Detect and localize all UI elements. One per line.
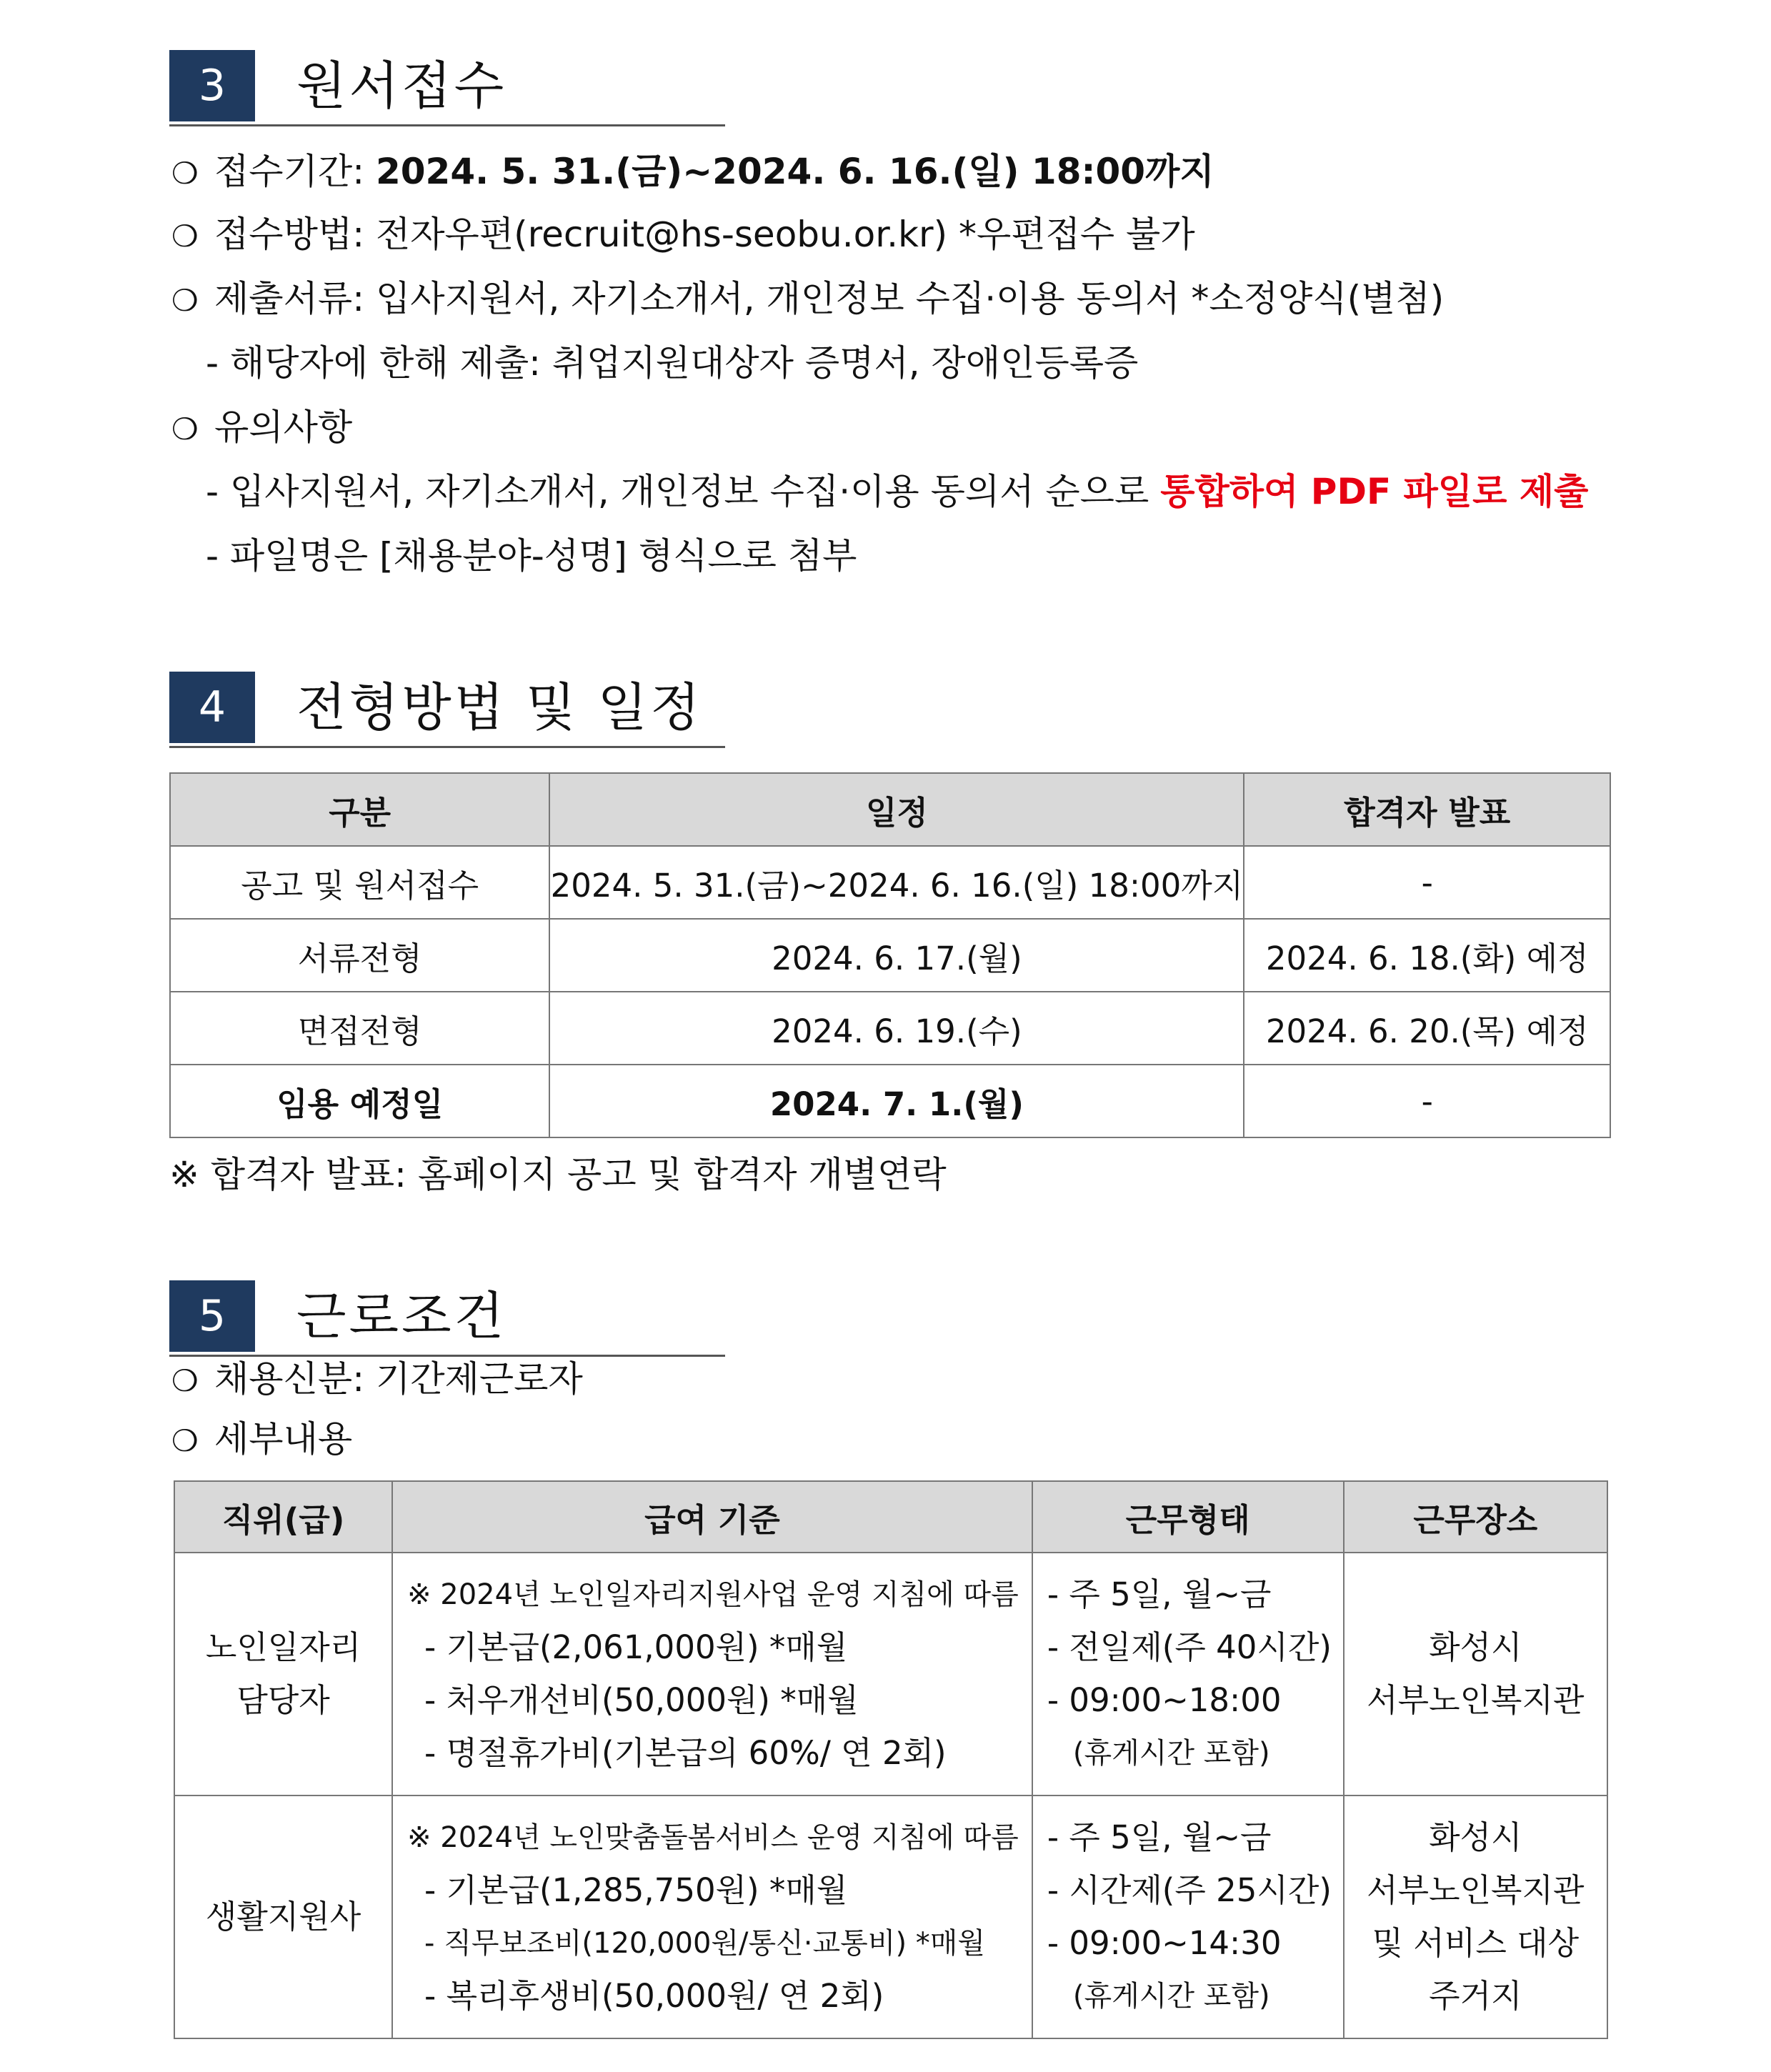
notes-line xyxy=(171,404,352,452)
schedule-table xyxy=(169,772,1611,1138)
circle-bullet-icon: ❍ xyxy=(171,1363,199,1398)
period-line xyxy=(171,149,1214,196)
details-line xyxy=(171,1416,352,1464)
docs-line xyxy=(171,276,1444,324)
note2-text: - 파일명은 [채용분야-성명] 형식으로 첨부 xyxy=(206,535,857,577)
column-header: 근무형태 xyxy=(1032,1481,1344,1553)
section-title: 원서접수 xyxy=(296,56,507,116)
method-text: 접수방법: 전자우편(recruit@hs-seobu.or.kr) *우편접수 불가 xyxy=(214,214,1195,255)
work-cell: - 주 5일, 월~금 - 전일제(주 40시간) - 09:00~18:00 (휴게시간 포함) xyxy=(1032,1553,1344,1795)
table-cell: 면접전형 xyxy=(170,992,549,1065)
column-header: 일정 xyxy=(549,773,1244,846)
circle-bullet-icon: ❍ xyxy=(171,156,199,191)
position-cell: 생활지원사 xyxy=(174,1795,392,2038)
note1-line xyxy=(206,469,1588,514)
circle-bullet-icon: ❍ xyxy=(171,412,199,447)
column-header: 급여 기준 xyxy=(392,1481,1032,1553)
table-cell: 2024. 7. 1.(월) xyxy=(549,1065,1244,1137)
table-cell: 2024. 6. 18.(화) 예정 xyxy=(1244,919,1610,992)
section-title: 전형방법 및 일정 xyxy=(296,677,703,737)
employment-text: 채용신분: 기간제근로자 xyxy=(214,1358,583,1400)
table-header-row xyxy=(174,1481,1607,1553)
section-underline xyxy=(169,124,725,126)
table-cell: 2024. 6. 20.(목) 예정 xyxy=(1244,992,1610,1065)
column-header: 근무장소 xyxy=(1344,1481,1607,1553)
pay-cell: ※ 2024년 노인일자리지원사업 운영 지침에 따름 - 기본급(2,061,000원) *매월 - 처우개선비(50,000원) *매월 - 명절휴가비(기본급의 60%/ 연 2회) xyxy=(392,1553,1032,1795)
circle-bullet-icon: ❍ xyxy=(171,283,199,318)
table-cell: 임용 예정일 xyxy=(170,1065,549,1137)
place-cell: 화성시 서부노인복지관 및 서비스 대상 주거지 xyxy=(1344,1795,1607,2038)
circle-bullet-icon: ❍ xyxy=(171,1423,199,1458)
table-row xyxy=(170,1065,1610,1137)
section-number: 4 xyxy=(169,672,255,743)
docs-sub-line xyxy=(206,340,1138,386)
docs-text: 제출서류: 입사지원서, 자기소개서, 개인정보 수집·이용 동의서 *소정양식(별첨) xyxy=(214,278,1445,319)
table-row xyxy=(174,1553,1607,1795)
circle-bullet-icon: ❍ xyxy=(171,219,199,254)
table-cell: 2024. 6. 19.(수) xyxy=(549,992,1244,1065)
note1-highlight: 통합하여 PDF 파일로 제출 xyxy=(1160,471,1589,512)
period-value: 2024. 5. 31.(금)~2024. 6. 16.(일) 18:00까지 xyxy=(375,151,1214,192)
table-cell: 서류전형 xyxy=(170,919,549,992)
section-title: 근로조건 xyxy=(296,1286,507,1346)
table-cell: 공고 및 원서접수 xyxy=(170,846,549,919)
table-cell: - xyxy=(1244,1065,1610,1137)
table-cell: - xyxy=(1244,846,1610,919)
table-row xyxy=(170,846,1610,919)
table-header-row xyxy=(170,773,1610,846)
notes-label: 유의사항 xyxy=(214,407,353,448)
section-underline xyxy=(169,746,725,748)
work-cell: - 주 5일, 월~금 - 시간제(주 25시간) - 09:00~14:30 (휴게시간 포함) xyxy=(1032,1795,1344,2038)
docs-sub-text: - 해당자에 한해 제출: 취업지원대상자 증명서, 장애인등록증 xyxy=(206,342,1139,384)
column-header: 직위(급) xyxy=(174,1481,392,1553)
section-5-header xyxy=(169,1280,725,1358)
section-number: 5 xyxy=(169,1280,255,1352)
schedule-footnote: ※ 합격자 발표: 홈페이지 공고 및 합격자 개별연락 xyxy=(169,1154,947,1195)
section-3-header xyxy=(169,50,725,127)
conditions-table xyxy=(174,1480,1608,2039)
employment-line xyxy=(171,1356,583,1404)
place-cell: 화성시 서부노인복지관 xyxy=(1344,1553,1607,1795)
pay-cell: ※ 2024년 노인맞춤돌봄서비스 운영 지침에 따름 - 기본급(1,285,750원) *매월 - 직무보조비(120,000원/통신·교통비) *매월 - 복리후생비(50,000원/ 연 2회) xyxy=(392,1795,1032,2038)
table-row xyxy=(174,1795,1607,2038)
column-header: 합격자 발표 xyxy=(1244,773,1610,846)
table-row xyxy=(170,992,1610,1065)
column-header: 구분 xyxy=(170,773,549,846)
position-cell: 노인일자리 담당자 xyxy=(174,1553,392,1795)
section-number: 3 xyxy=(169,50,255,121)
table-cell: 2024. 5. 31.(금)~2024. 6. 16.(일) 18:00까지 xyxy=(549,846,1244,919)
table-row xyxy=(170,919,1610,992)
note1-text: - 입사지원서, 자기소개서, 개인정보 수집·이용 동의서 순으로 xyxy=(206,471,1161,512)
period-label: 접수기간: xyxy=(214,151,365,192)
table-cell: 2024. 6. 17.(월) xyxy=(549,919,1244,992)
note2-line xyxy=(206,533,857,579)
details-label: 세부내용 xyxy=(214,1418,353,1460)
section-4-header xyxy=(169,672,725,749)
method-line xyxy=(171,211,1195,259)
